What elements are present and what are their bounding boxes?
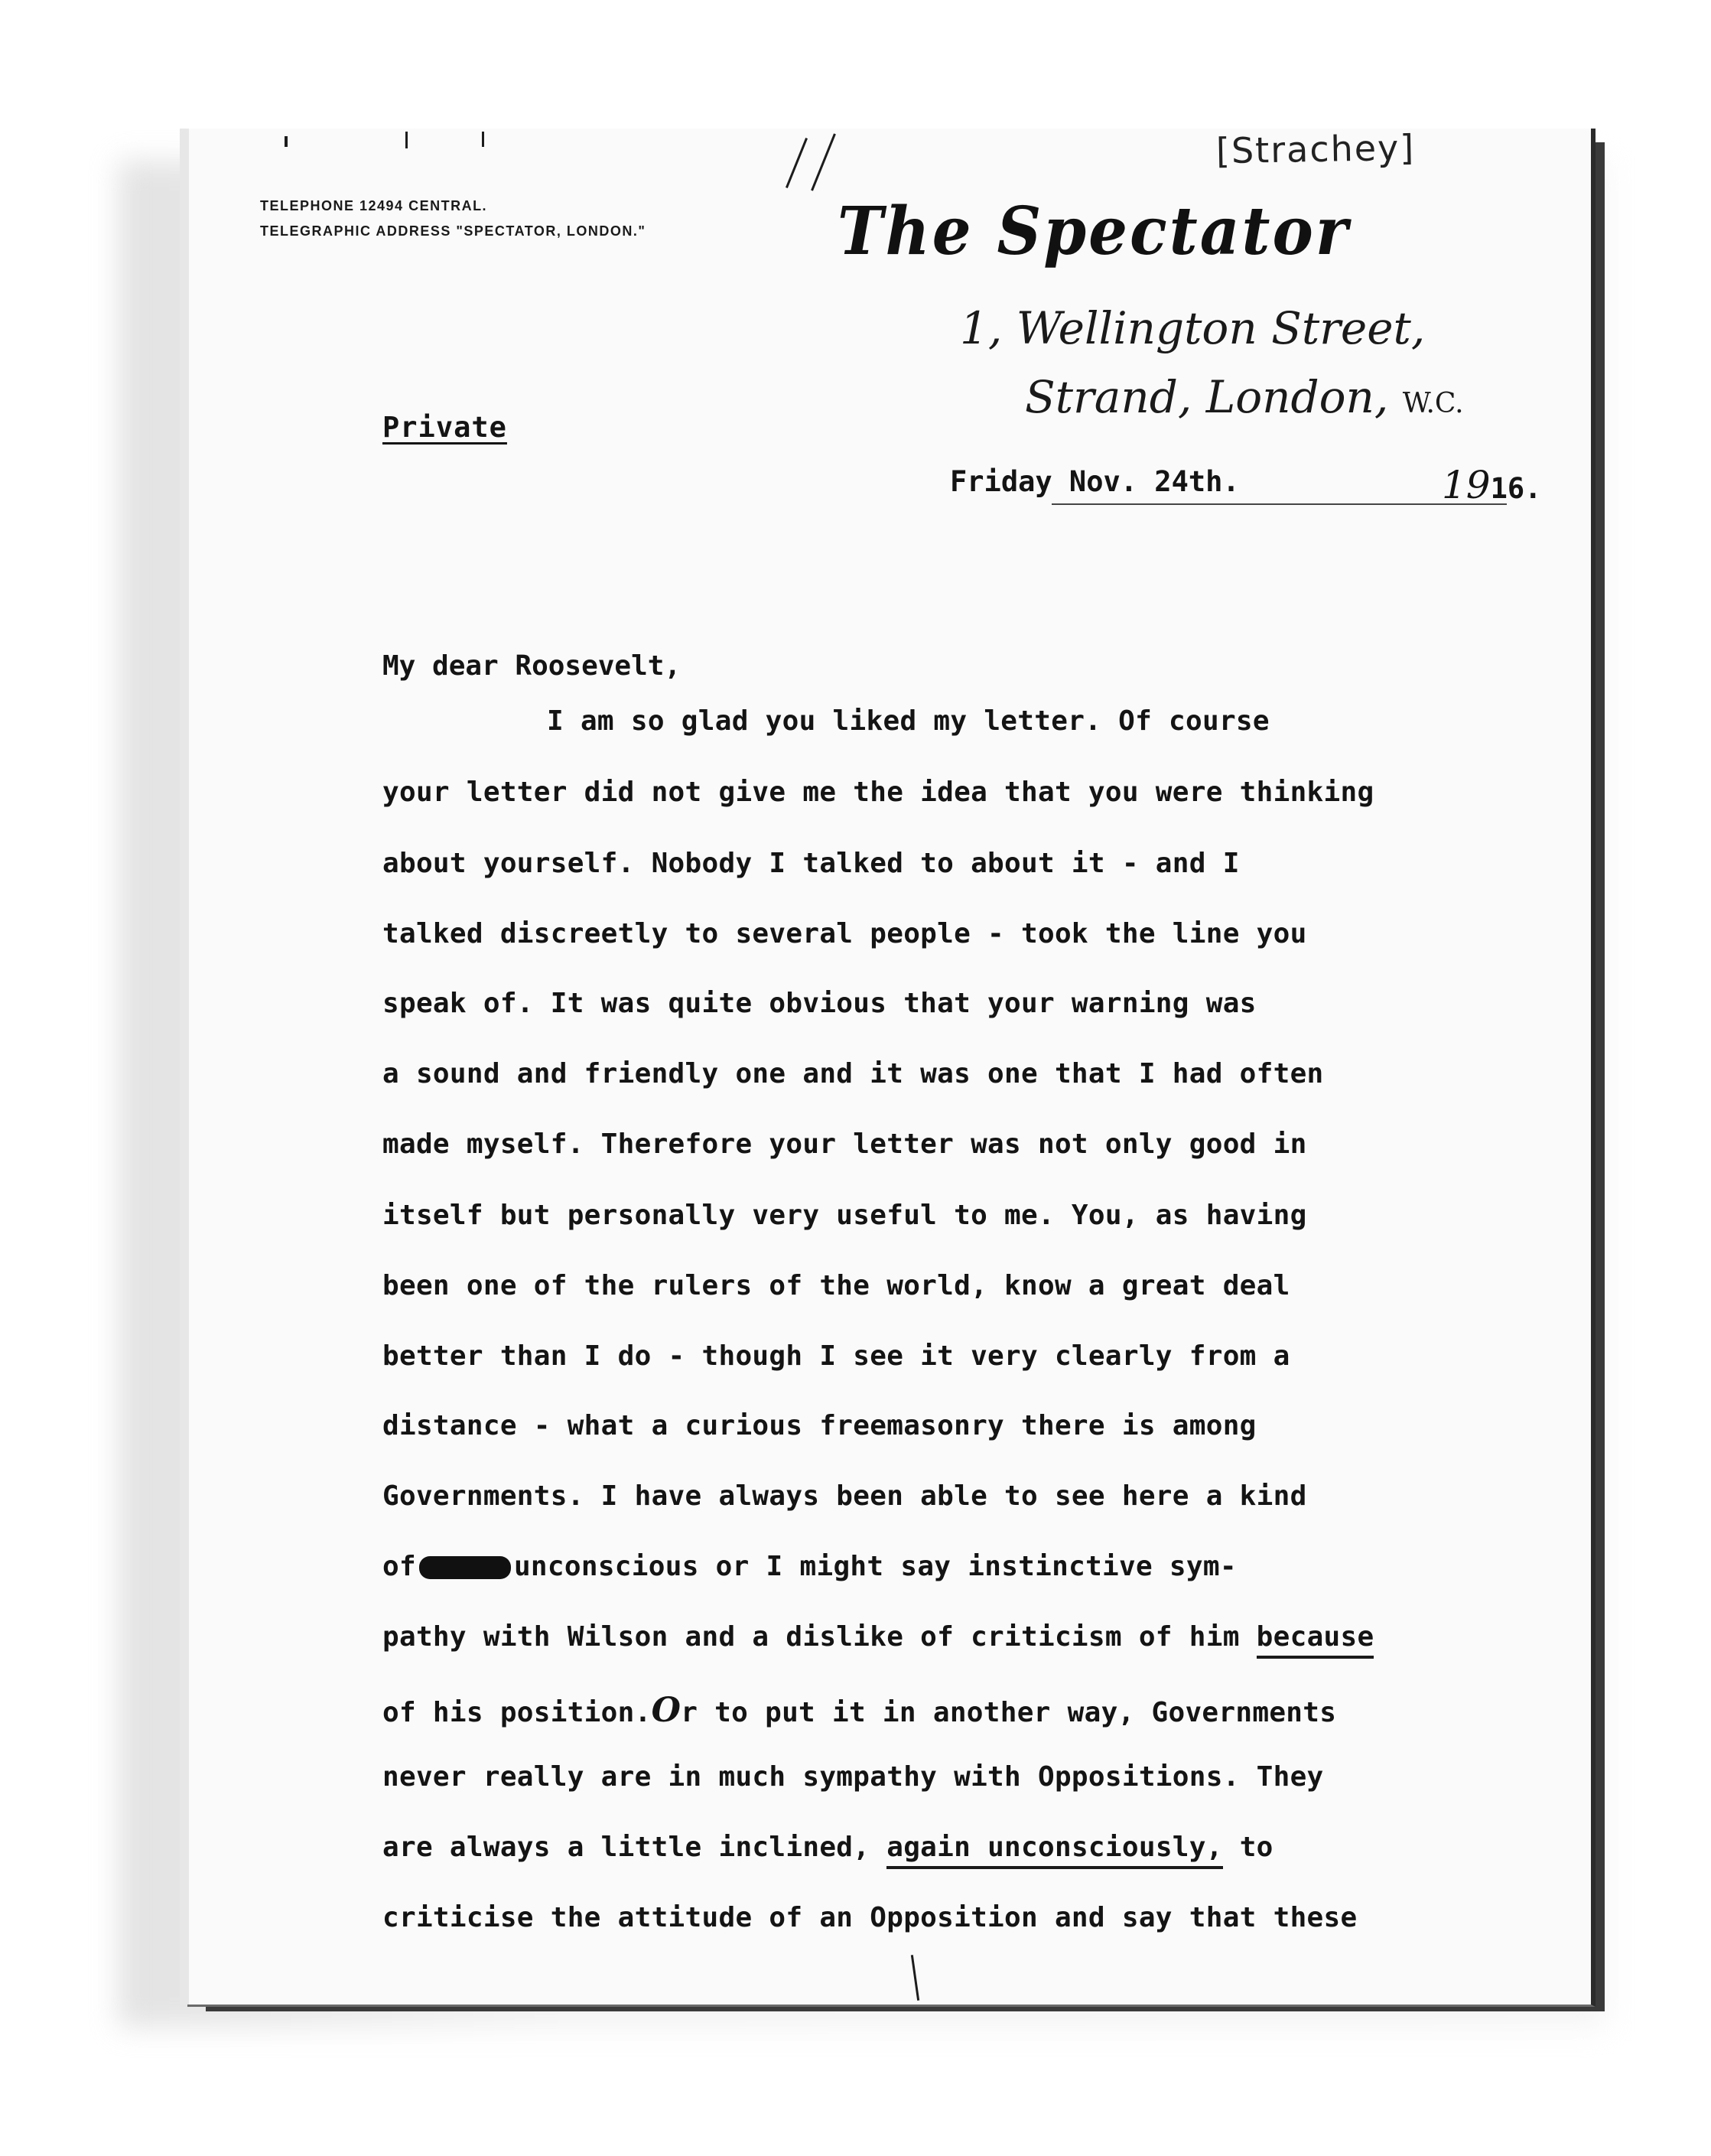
body-line: distance - what a curious freemasonry there is among: [382, 1410, 1257, 1441]
letter-year: [1442, 463, 1541, 507]
letterhead-contact: [260, 194, 646, 244]
stray-mark: [405, 132, 408, 148]
year-prefix: 19: [1442, 463, 1491, 507]
body-text: are always a little inclined,: [382, 1832, 870, 1863]
address-line-1: 1, Wellington Street,: [960, 302, 1426, 354]
letter-date: Friday Nov. 24th.: [950, 465, 1240, 498]
ink-blot: [419, 1556, 511, 1579]
address-postal: W.C.: [1402, 388, 1464, 419]
date-rule: [1052, 503, 1507, 505]
body-line: Governments. I have always been able to see here a kind: [382, 1480, 1307, 1512]
address-line-2: [1025, 371, 1464, 423]
paper-edge: [180, 129, 189, 2005]
masthead-title: The Spectator: [838, 192, 1351, 270]
body-line: better than I do - though I see it very clearly from a: [382, 1340, 1290, 1372]
stray-mark: [285, 136, 288, 147]
underlined-phrase: again unconsciously,: [886, 1832, 1222, 1869]
body-line: about yourself. Nobody I talked to about it - and I: [382, 848, 1240, 879]
body-line: I am so glad you liked my letter. Of course: [547, 705, 1270, 737]
body-line: criticise the attitude of an Opposition and say that these: [382, 1902, 1358, 1933]
body-line: your letter did not give me the idea that you were thinking: [382, 777, 1374, 808]
telephone-line: TELEPHONE 12494 CENTRAL.: [260, 198, 488, 213]
private-label: Private: [382, 411, 507, 444]
year-suffix: 16.: [1490, 472, 1542, 505]
body-line: been one of the rulers of the world, know a great deal: [382, 1270, 1290, 1301]
address-street: Strand, London,: [1025, 371, 1389, 423]
body-line: never really are in much sympathy with Oppositions. They: [382, 1761, 1324, 1793]
body-line: [382, 1691, 1336, 1730]
body-line: talked discreetly to several people - took the line you: [382, 918, 1307, 949]
stray-mark: [482, 132, 484, 147]
body-line: a sound and friendly one and it was one that I had often: [382, 1058, 1324, 1089]
archival-annotation: [Strachey]: [1215, 126, 1416, 172]
body-text: of: [382, 1551, 416, 1582]
body-text: pathy with Wilson and a dislike of criticism of him: [382, 1621, 1240, 1653]
body-line: [382, 1551, 1237, 1582]
body-line: itself but personally very useful to me. You, as having: [382, 1200, 1307, 1231]
handwritten-correction: O: [651, 1691, 681, 1730]
body-text: unconscious or I might say instinctive sym-: [513, 1551, 1237, 1582]
body-line: speak of. It was quite obvious that your warning was: [382, 988, 1257, 1019]
underlined-word: because: [1257, 1621, 1374, 1659]
body-line: [382, 1832, 1273, 1863]
body-text: r to put it in another way, Governments: [681, 1697, 1337, 1728]
telegraphic-line: TELEGRAPHIC ADDRESS "SPECTATOR, LONDON.": [260, 223, 646, 239]
salutation: My dear Roosevelt,: [382, 650, 681, 682]
body-text: to: [1239, 1832, 1273, 1863]
body-line: [382, 1621, 1374, 1653]
body-line: made myself. Therefore your letter was not only good in: [382, 1128, 1307, 1160]
body-text: of his position.: [382, 1697, 652, 1728]
